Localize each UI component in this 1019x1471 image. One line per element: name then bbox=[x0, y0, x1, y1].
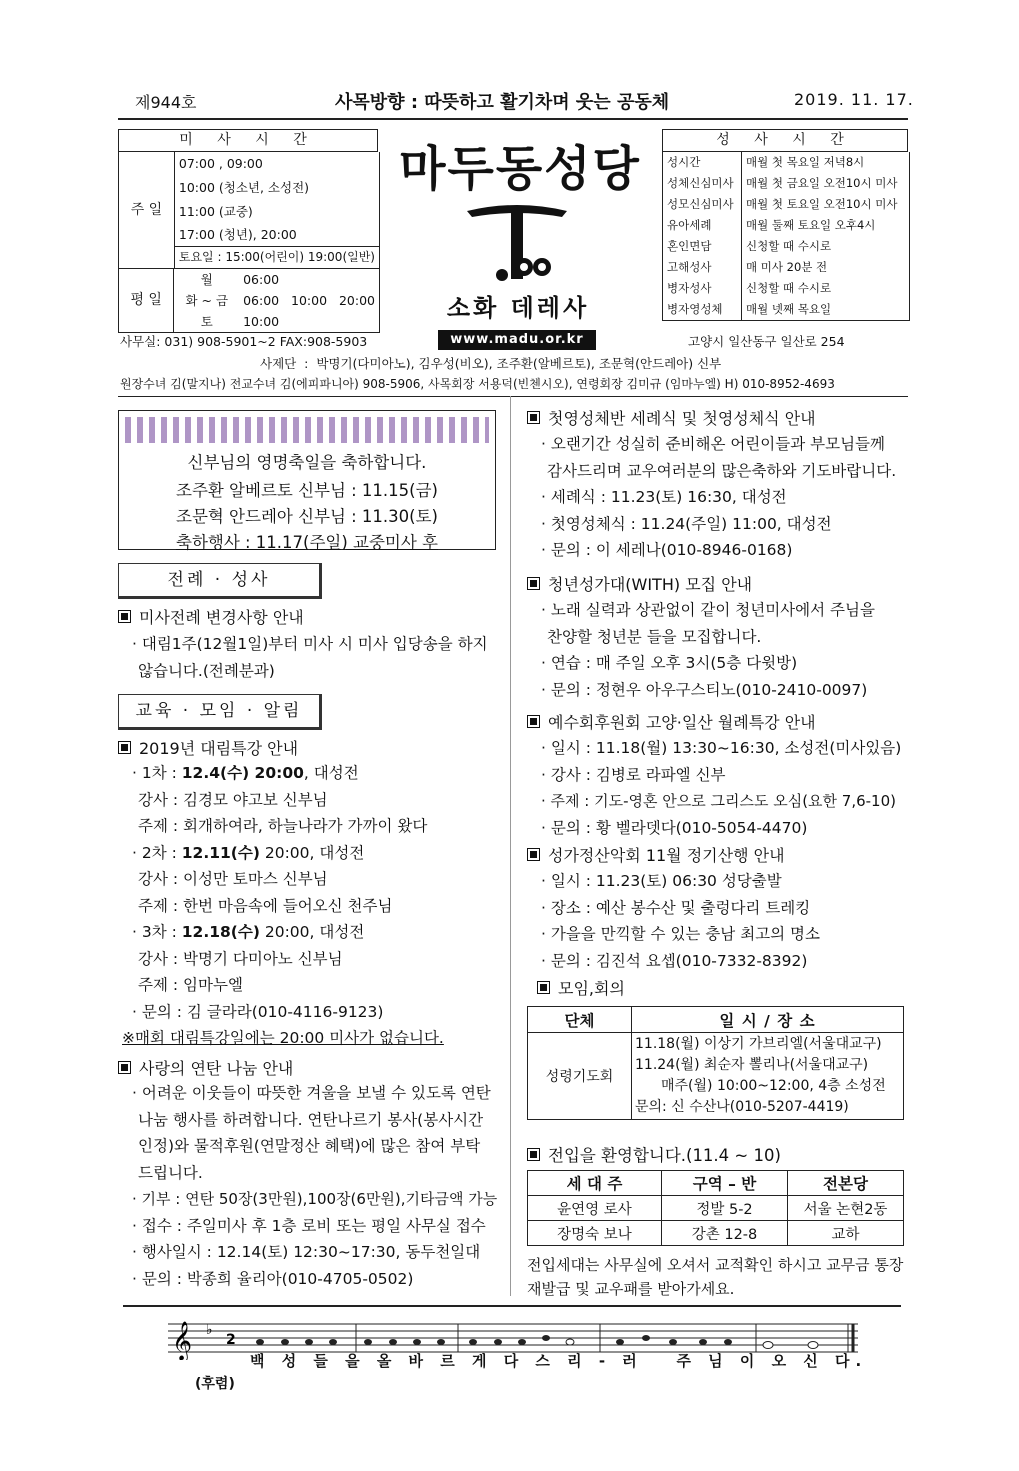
music-notes bbox=[256, 1335, 818, 1349]
sacraments-table bbox=[662, 152, 910, 321]
item-heading: 성가정산악회 11월 정기산행 안내 bbox=[548, 846, 785, 865]
item-line: · 주제 : 기도-영혼 안으로 그리스도 오심(요한 7,6-10) bbox=[541, 792, 897, 810]
theme: 주제 : 한번 마음속에 들어오신 천주님 bbox=[138, 896, 393, 915]
sacrament-desc: 매 미사 20분 전 bbox=[746, 260, 828, 274]
sunday-row: 17:00 (청년), 20:00 bbox=[178, 227, 297, 242]
sacrament-name: 병자성사 bbox=[663, 278, 742, 299]
district: 강촌 12-8 bbox=[662, 1221, 788, 1246]
footer-rule bbox=[123, 1305, 901, 1307]
welcome-note: 재발급 및 교우패를 받아가세요. bbox=[527, 1280, 735, 1298]
sacrament-name: 고해성사 bbox=[663, 257, 742, 278]
church-name: 마두동성당 bbox=[399, 141, 641, 197]
item-line: · 행사일시 : 12.14(토) 12:30~17:30, 동두천일대 bbox=[132, 1243, 481, 1261]
time-signature: 2 bbox=[226, 1332, 236, 1348]
item-heading: 첫영성체반 세례식 및 첫영성체식 안내 bbox=[548, 409, 816, 428]
lecture-place: 20:00, 대성전 bbox=[259, 843, 365, 862]
welcome-note: 전입세대는 사무실에 오셔서 교적확인 하시고 교무금 통장 bbox=[527, 1256, 904, 1274]
square-bullet-icon bbox=[118, 1061, 131, 1074]
pastoral-motto: 사목방향 : 따뜻하고 활기차며 웃는 공동체 bbox=[335, 92, 670, 113]
weekday-label: 평 일 bbox=[119, 269, 174, 333]
item-line: · 기부 : 연탄 50장(3만원),100장(6만원),기타금액 가능 bbox=[132, 1190, 498, 1208]
youth-choir bbox=[527, 572, 912, 703]
header-rule bbox=[118, 396, 908, 397]
item-heading: 청년성가대(WITH) 모집 안내 bbox=[548, 575, 753, 594]
section-liturgy: 전례 · 성사 bbox=[118, 563, 322, 599]
refrain-label: (후렴) bbox=[195, 1376, 235, 1392]
briquette-sharing bbox=[118, 1056, 508, 1292]
feast-line: 조주환 알베르토 신부님 : 11.15(금) bbox=[176, 481, 438, 500]
table-row bbox=[528, 1221, 904, 1246]
meeting-row: 11.24(월) 최순자 뽈리나(서울대교구) bbox=[635, 1057, 869, 1073]
item-line: · 대림1주(12월1일)부터 미사 시 미사 입당송을 하지 bbox=[132, 635, 488, 653]
sacrament-name: 혼인면담 bbox=[663, 236, 742, 257]
item-line: · 연습 : 매 주일 오후 3시(5층 다윗방) bbox=[541, 654, 798, 672]
note: ※매회 대림특강일에는 20:00 미사가 없습니다. bbox=[122, 1029, 444, 1047]
item-heading: 예수회후원회 고양·일산 월례특강 안내 bbox=[548, 713, 816, 732]
previous-parish: 교하 bbox=[788, 1221, 904, 1246]
district: 정발 5-2 bbox=[662, 1196, 788, 1221]
householder: 윤연영 로사 bbox=[528, 1196, 662, 1221]
theme: 주제 : 회개하여라, 하늘나라가 가까이 왔다 bbox=[138, 817, 428, 835]
item-line: · 가을을 만끽할 수 있는 충남 최고의 명소 bbox=[541, 925, 820, 943]
top-rule bbox=[118, 118, 908, 120]
flat-icon: ♭ bbox=[206, 1322, 213, 1338]
mass-times-box bbox=[118, 129, 378, 333]
church-address: 고양시 일산동구 일산로 254 bbox=[688, 334, 845, 349]
item-line: · 문의 : 정현우 아우구스티노(010-2410-0097) bbox=[541, 680, 868, 699]
theme: 주제 : 임마누엘 bbox=[138, 976, 243, 994]
meetings-table bbox=[527, 1006, 904, 1120]
weekday-day: 화 ~ 금 bbox=[185, 293, 229, 308]
item-line: · 일시 : 11.23(토) 06:30 성당출발 bbox=[541, 872, 782, 890]
weekday-mass-table bbox=[118, 269, 380, 333]
square-bullet-icon bbox=[527, 848, 540, 861]
square-bullet-icon bbox=[527, 411, 540, 424]
lecture-place: 20:00, 대성전 bbox=[259, 923, 365, 941]
issue-date: 2019. 11. 17. bbox=[794, 90, 914, 109]
sacraments-box bbox=[662, 129, 908, 321]
feast-line: 조문혁 안드레아 신부님 : 11.30(토) bbox=[176, 507, 438, 526]
sacrament-name: 성모신심미사 bbox=[663, 194, 742, 215]
lecturer: 강사 : 이성만 토마스 신부님 bbox=[138, 870, 328, 888]
square-bullet-icon bbox=[537, 981, 550, 994]
feast-box bbox=[118, 410, 496, 550]
sacrament-name: 성시간 bbox=[663, 152, 742, 173]
item-line: · 문의 : 박종희 율리아(010-4705-0502) bbox=[132, 1269, 414, 1288]
clergy-list: 사제단 : 박명기(다미아노), 김우성(비오), 조주환(알베르토), 조문혁(안드레아) 신부 bbox=[260, 356, 722, 371]
rose-icon bbox=[496, 269, 508, 281]
item-heading: 사랑의 연탄 나눔 안내 bbox=[139, 1059, 294, 1078]
hiking-club bbox=[527, 843, 912, 974]
advent-lectures bbox=[118, 736, 508, 1052]
weekday-day: 월 bbox=[200, 272, 213, 287]
sacrament-desc: 매월 첫 목요일 저녁8시 bbox=[746, 155, 865, 169]
col-header: 단체 bbox=[528, 1007, 632, 1033]
saturday-row: 토요일 : 15:00(어린이) 19:00(일반) bbox=[174, 247, 379, 269]
sunday-row: 10:00 (청소년, 소성전) bbox=[178, 180, 310, 195]
weekday-time: 06:00 bbox=[243, 272, 280, 287]
lecture-label: · 3차 : bbox=[132, 923, 182, 941]
item-line: · 접수 : 주일미사 후 1층 로비 또는 평일 사무실 접수 bbox=[132, 1216, 486, 1235]
song-lyrics: 백 성 들 을 올 바 르 게 다 스 리 - 러 주 님 이 오 신 다. bbox=[250, 1352, 868, 1370]
col-header: 구역 – 반 bbox=[662, 1171, 788, 1196]
col-header: 전본당 bbox=[788, 1171, 904, 1196]
item-line: 찬양할 청년분 들을 모집합니다. bbox=[547, 627, 762, 646]
table-row bbox=[528, 1196, 904, 1221]
item-line: 드립니다. bbox=[138, 1163, 203, 1182]
weekday-day: 토 bbox=[200, 314, 213, 329]
lecture-date: 12.4(수) 20:00 bbox=[181, 764, 304, 782]
lecture-label: · 1차 : bbox=[132, 764, 182, 782]
previous-parish: 서울 논현2동 bbox=[788, 1196, 904, 1221]
sacrament-name: 유아세례 bbox=[663, 215, 742, 236]
meetings-heading bbox=[537, 976, 625, 999]
square-bullet-icon bbox=[527, 577, 540, 590]
item-line: · 문의 : 황 벨라뎃다(010-5054-4470) bbox=[541, 818, 808, 837]
lecture-label: · 2차 : bbox=[132, 843, 182, 862]
patron-saint: 소화 데레사 bbox=[446, 294, 590, 322]
item-line: · 노래 실력과 상관없이 같이 청년미사에서 주님을 bbox=[541, 601, 875, 619]
householder: 장명숙 보나 bbox=[528, 1221, 662, 1246]
sacrament-name: 성체신심미사 bbox=[663, 173, 742, 194]
issue-number: 제944호 bbox=[135, 93, 197, 112]
weekday-time: 10:00 bbox=[243, 314, 280, 329]
sacrament-desc: 매월 첫 금요일 오전10시 미사 bbox=[746, 176, 898, 190]
square-bullet-icon bbox=[527, 1148, 540, 1161]
lecture-date: 12.18(수) bbox=[181, 923, 260, 941]
meeting-row: 11.18(월) 이상기 가브리엘(서울대교구) bbox=[635, 1036, 882, 1052]
sacrament-desc: 매월 둘째 토요일 오후4시 bbox=[746, 218, 876, 232]
lecturer: 강사 : 김경모 야고보 신부님 bbox=[138, 790, 328, 809]
first-communion bbox=[527, 406, 912, 564]
mass-times-title: 미 사 시 간 bbox=[179, 132, 317, 148]
section-education: 교육 · 모임 · 알림 bbox=[118, 694, 322, 730]
sacrament-desc: 매월 넷째 목요일 bbox=[746, 302, 832, 316]
lecture-date: 12.11(수) bbox=[181, 843, 260, 862]
item-line: · 강사 : 김병로 라파엘 신부 bbox=[541, 765, 726, 784]
item-line: 나눔 행사를 하려합니다. 연탄나르기 봉사(봉사시간 bbox=[138, 1110, 484, 1129]
item-heading: 전입을 환영합니다.(11.4 ~ 10) bbox=[548, 1146, 781, 1165]
col-header: 세 대 주 bbox=[528, 1171, 662, 1196]
meeting-row: 문의: 신 수산나(010-5207-4419) bbox=[635, 1099, 849, 1115]
item-line: · 첫영성체식 : 11.24(주일) 11:00, 대성전 bbox=[541, 514, 832, 533]
sunday-row: 11:00 (교중) bbox=[178, 204, 253, 219]
cross-roses-logo bbox=[462, 195, 572, 295]
website-link[interactable]: www.madu.or.kr bbox=[438, 330, 596, 350]
col-header: 일 시 / 장 소 bbox=[632, 1007, 904, 1033]
item-line: · 일시 : 11.18(월) 13:30~16:30, 소성전(미사있음) bbox=[541, 739, 902, 757]
welcome-table bbox=[527, 1170, 904, 1246]
office-contact: 사무실: 031) 908-5901~2 FAX:908-5903 bbox=[120, 334, 368, 349]
lecture-place: , 대성전 bbox=[303, 764, 359, 782]
meeting-group: 성령기도회 bbox=[528, 1033, 632, 1120]
item-heading: 모임,회의 bbox=[558, 979, 625, 998]
lavender-border-decoration bbox=[125, 417, 489, 443]
feast-line: 축하행사 : 11.17(주일) 교중미사 후 bbox=[176, 533, 438, 552]
jesuit-lecture bbox=[527, 710, 912, 841]
item-heading: 미사전례 변경사항 안내 bbox=[139, 608, 304, 627]
item-line: 감사드리며 교우여러분의 많은축하와 기도바랍니다. bbox=[547, 461, 897, 480]
sunday-mass-table bbox=[118, 152, 380, 269]
item-line: · 문의 : 이 세레나(010-8946-0168) bbox=[541, 541, 793, 559]
weekday-time: 06:00 10:00 20:00 bbox=[243, 293, 375, 308]
square-bullet-icon bbox=[118, 741, 131, 754]
contact: · 문의 : 김 글라라(010-4116-9123) bbox=[132, 1002, 384, 1021]
sunday-row: 07:00 , 09:00 bbox=[178, 156, 263, 171]
feast-title: 신부님의 영명축일을 축하합니다. bbox=[187, 453, 427, 472]
item-line: · 문의 : 김진석 요셉(010-7332-8392) bbox=[541, 951, 808, 970]
sacraments-title: 성 사 시 간 bbox=[716, 132, 854, 148]
lecturer: 강사 : 박명기 다미아노 신부님 bbox=[138, 949, 343, 968]
item-line: 않습니다.(전례분과) bbox=[138, 661, 275, 680]
meeting-row: 매주(월) 10:00~12:00, 4층 소성전 bbox=[661, 1078, 886, 1094]
sacrament-desc: 신청할 때 수시로 bbox=[746, 239, 832, 253]
item-line: 인정)와 물적후원(연말정산 혜택)에 많은 참여 부탁 bbox=[138, 1137, 481, 1155]
square-bullet-icon bbox=[118, 610, 131, 623]
sacrament-name: 병자영성체 bbox=[663, 299, 742, 321]
sacrament-desc: 매월 첫 토요일 오전10시 미사 bbox=[746, 197, 898, 211]
treble-clef-icon: 𝄞 bbox=[172, 1321, 193, 1360]
sacrament-desc: 신청할 때 수시로 bbox=[746, 281, 832, 295]
column-divider bbox=[510, 396, 511, 1296]
welcome-heading bbox=[527, 1142, 781, 1166]
square-bullet-icon bbox=[527, 715, 540, 728]
item-line: · 오랜기간 성실히 준비해온 어린이들과 부모님들께 bbox=[541, 435, 885, 453]
liturgy-item bbox=[118, 605, 508, 684]
sunday-label: 주 일 bbox=[119, 152, 175, 269]
item-line: · 어려운 이웃들이 따뜻한 겨울을 보낼 수 있도록 연탄 bbox=[132, 1084, 491, 1102]
item-heading: 2019년 대림특강 안내 bbox=[139, 739, 299, 758]
item-line: · 세례식 : 11.23(토) 16:30, 대성전 bbox=[541, 488, 787, 506]
staff-list: 원장수녀 김(말지나) 전교수녀 김(에피파니아) 908-5906, 사목회장 서용덕(빈첸시오), 연령회장 김미규 (임마누엘) H) 010-8952-4693 bbox=[120, 377, 835, 391]
item-line: · 장소 : 예산 봉수산 및 출렁다리 트레킹 bbox=[541, 898, 811, 917]
